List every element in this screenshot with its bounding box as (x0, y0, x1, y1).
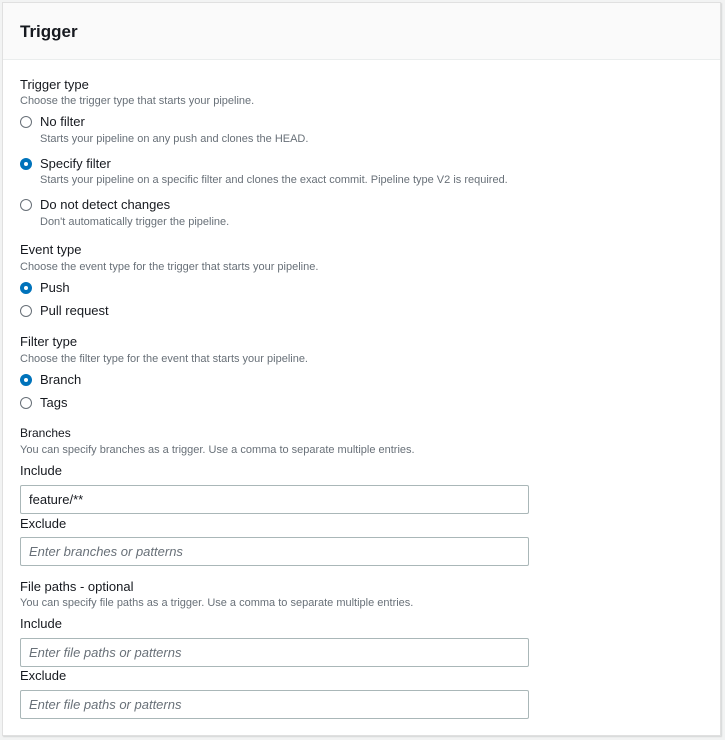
file-paths-label: File paths - optional (20, 579, 134, 594)
branches-description: You can specify branches as a trigger. Use a comma to separate multiple entries. (20, 444, 415, 456)
card-title: Trigger (20, 22, 78, 41)
branches-include-label: Include (20, 463, 62, 478)
event-type-label: Event type (20, 242, 82, 257)
branches-label: Branches (20, 426, 71, 440)
file-paths-exclude-input[interactable]: Enter file paths or patterns (20, 690, 529, 719)
radio-description: Starts your pipeline on any push and clones the HEAD. (40, 133, 309, 145)
file-paths-include-label: Include (20, 616, 62, 631)
radio-label[interactable]: No filter (40, 114, 85, 129)
trigger-card (2, 2, 721, 736)
filter-type-description: Choose the filter type for the event that starts your pipeline. (20, 353, 308, 365)
event-type-description: Choose the event type for the trigger that starts your pipeline. (20, 261, 319, 273)
radio-circle[interactable] (20, 116, 32, 128)
file-paths-exclude-label: Exclude (20, 668, 67, 683)
branches-include-input[interactable]: feature/** (20, 485, 529, 514)
branches-exclude-input[interactable]: Enter branches or patterns (20, 537, 529, 566)
branches-exclude-label: Exclude (20, 516, 67, 531)
radio-label[interactable]: Do not detect changes (40, 197, 171, 212)
radio-circle-checked[interactable] (20, 374, 32, 386)
trigger-type-label: Trigger type (20, 77, 89, 92)
radio-circle[interactable] (20, 397, 32, 409)
radio-circle-checked[interactable] (20, 282, 32, 294)
card-header (3, 3, 720, 60)
radio-label[interactable]: Specify filter (40, 156, 111, 171)
radio-circle[interactable] (20, 305, 32, 317)
radio-circle-checked[interactable] (20, 158, 32, 170)
radio-description: Don't automatically trigger the pipeline. (40, 216, 230, 228)
file-paths-include-input[interactable]: Enter file paths or patterns (20, 638, 529, 667)
radio-label[interactable]: Tags (40, 395, 68, 410)
radio-circle[interactable] (20, 199, 32, 211)
radio-label[interactable]: Pull request (40, 303, 109, 318)
radio-description: Starts your pipeline on a specific filter and clones the exact commit. Pipeline type V2 is required. (40, 174, 508, 186)
radio-label[interactable]: Branch (40, 372, 82, 387)
radio-label[interactable]: Push (40, 280, 70, 295)
trigger-type-description: Choose the trigger type that starts your pipeline. (20, 95, 255, 107)
file-paths-description: You can specify file paths as a trigger. Use a comma to separate multiple entries. (20, 597, 414, 609)
filter-type-label: Filter type (20, 334, 78, 349)
